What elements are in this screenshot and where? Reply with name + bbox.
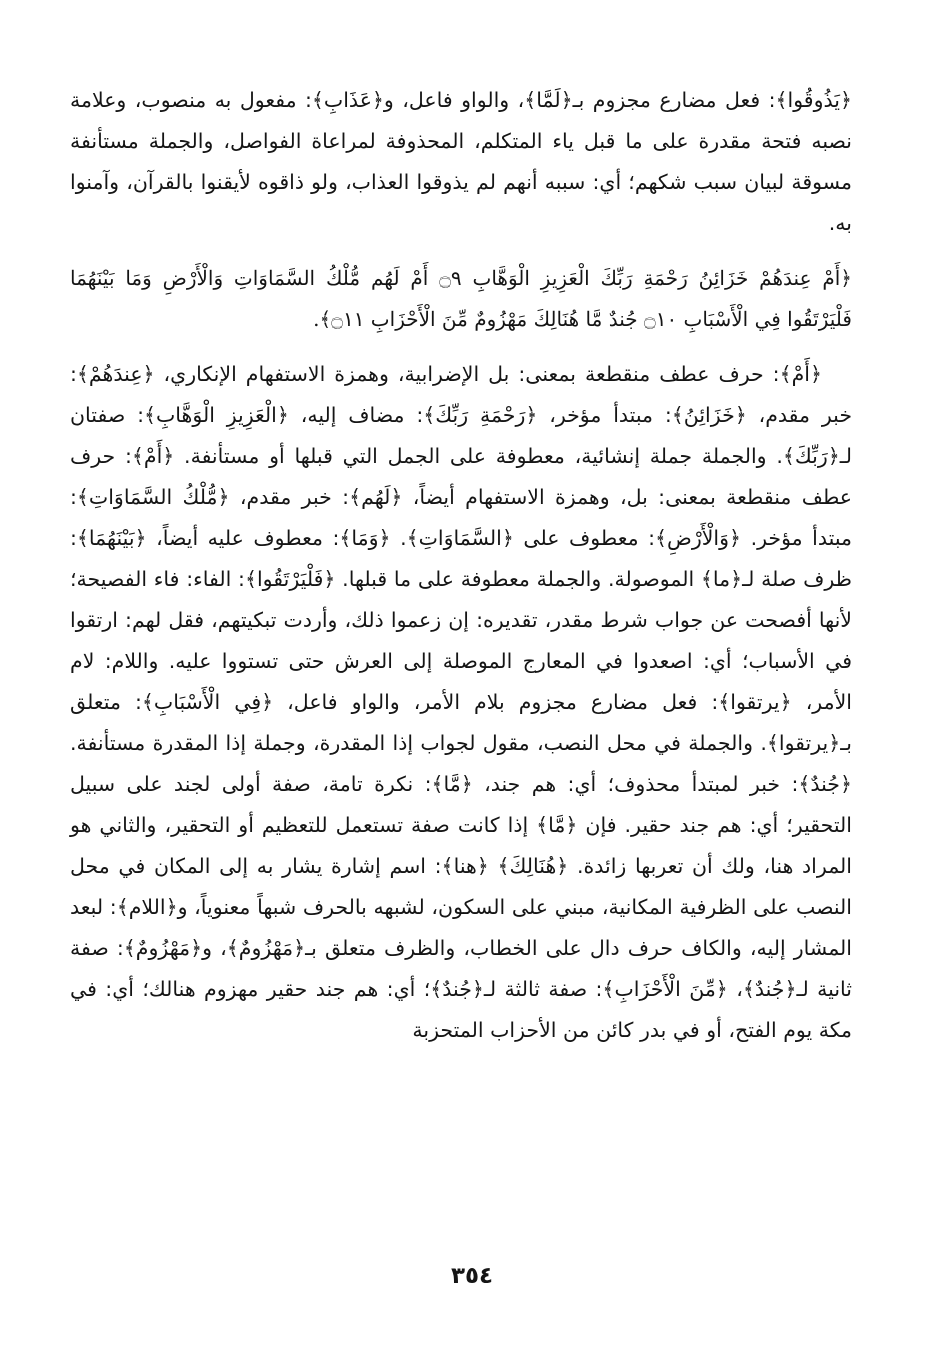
page-body — [70, 80, 852, 1051]
page-number: ٣٥٤ — [450, 1263, 494, 1289]
intro-paragraph: ﴿يَذُوقُوا﴾: فعل مضارع مجزوم بـ﴿لَمَّا﴾، والواو فاعل، و﴿عَذَابِ﴾: مفعول به منصوب، وعلامة نصبه فتحة مقدرة على ما قبل ياء المتكلم، المحذوفة لمراعاة الفواصل، والجملة مستأنفة مسوقة لبيان سبب شكهم؛ أي: سببه أنهم لم يذوقوا العذاب، ولو ذاقوه لأيقنوا بالقرآن، وآمنوا به. — [70, 88, 852, 235]
quran-verse: ﴿أَمْ عِندَهُمْ خَزَائِنُ رَحْمَةِ رَبِّكَ الْعَزِيزِ الْوَهَّابِ ۝٩ أَمْ لَهُم مُّلْكُ السَّمَاوَاتِ وَالْأَرْضِ وَمَا بَيْنَهُمَا فَلْيَرْتَقُوا فِي الْأَسْبَابِ ۝١٠ جُندٌ مَّا هُنَالِكَ مَهْزُومٌ مِّنَ الْأَحْزَابِ ۝١١﴾. — [70, 266, 852, 331]
grammar-paragraph: ﴿أَمْ﴾: حرف عطف منقطعة بمعنى: بل الإضرابية، وهمزة الاستفهام الإنكاري، ﴿عِندَهُمْ﴾: خبر مقدم، ﴿خَزَائِنُ﴾: مبتدأ مؤخر، ﴿رَحْمَةِ رَبِّكَ﴾: مضاف إليه، ﴿الْعَزِيزِ الْوَهَّابِ﴾: صفتان لـ﴿رَبِّكَ﴾. والجملة جملة إنشائية، معطوفة على الجمل التي قبلها أو مستأنفة. ﴿أَمْ﴾: حرف عطف منقطعة بمعنى: بل، وهمزة الاستفهام أيضاً، ﴿لَهُم﴾: خبر مقدم، ﴿مُّلْكُ السَّمَاوَاتِ﴾: مبتدأ مؤخر. ﴿وَالْأَرْضِ﴾: معطوف على ﴿السَّمَاوَاتِ﴾. ﴿وَمَا﴾: معطوف عليه أيضاً، ﴿بَيْنَهُمَا﴾: ظرف صلة لـ﴿ما﴾ الموصولة. والجملة معطوفة على ما قبلها. ﴿فَلْيَرْتَقُوا﴾: الفاء: فاء الفصيحة؛ لأنها أفصحت عن جواب شرط مقدر، تقديره: إن زعموا ذلك، وأردت تبكيتهم، فقل لهم: ارتقوا في الأسباب؛ أي: اصعدوا في المعارج الموصلة إلى العرش حتى تستووا عليه. واللام: لام الأمر، ﴿يرتقوا﴾: فعل مضارع مجزوم بلام الأمر، والواو فاعل، ﴿فِي الْأَسْبَابِ﴾: متعلق بـ﴿يرتقوا﴾. والجملة في محل النصب، مقول لجواب إذا المقدرة، وجملة إذا المقدرة مستأنفة. ﴿جُندٌ﴾: خبر لمبتدأ محذوف؛ أي: هم جند، ﴿مَّا﴾: نكرة تامة، صفة أولى لجند على سبيل التحقير؛ أي: هم جند حقير. فإن ﴿مَّا﴾ إذا كانت صفة تستعمل للتعظيم أو التحقير، والثاني هو المراد هنا، ولك أن تعربها زائدة. ﴿هُنَالِكَ﴾ ﴿هنا﴾: اسم إشارة يشار به إلى المكان في محل النصب على الظرفية المكانية، مبني على السكون، لشبهه بالحرف شبهاً معنوياً، و﴿اللام﴾: لبعد المشار إليه، والكاف حرف دال على الخطاب، والظرف متعلق بـ﴿مَهْزُومٌ﴾، و﴿مَهْزُومٌ﴾: صفة ثانية لـ﴿جُندٌ﴾، ﴿مِّنَ الْأَحْزَابِ﴾: صفة ثالثة لـ﴿جُندٌ﴾؛ أي: هم جند حقير مهزوم هنالك؛ أي: في مكة يوم الفتح، أو في بدر كائن من الأحزاب المتحزبة — [70, 362, 852, 1042]
